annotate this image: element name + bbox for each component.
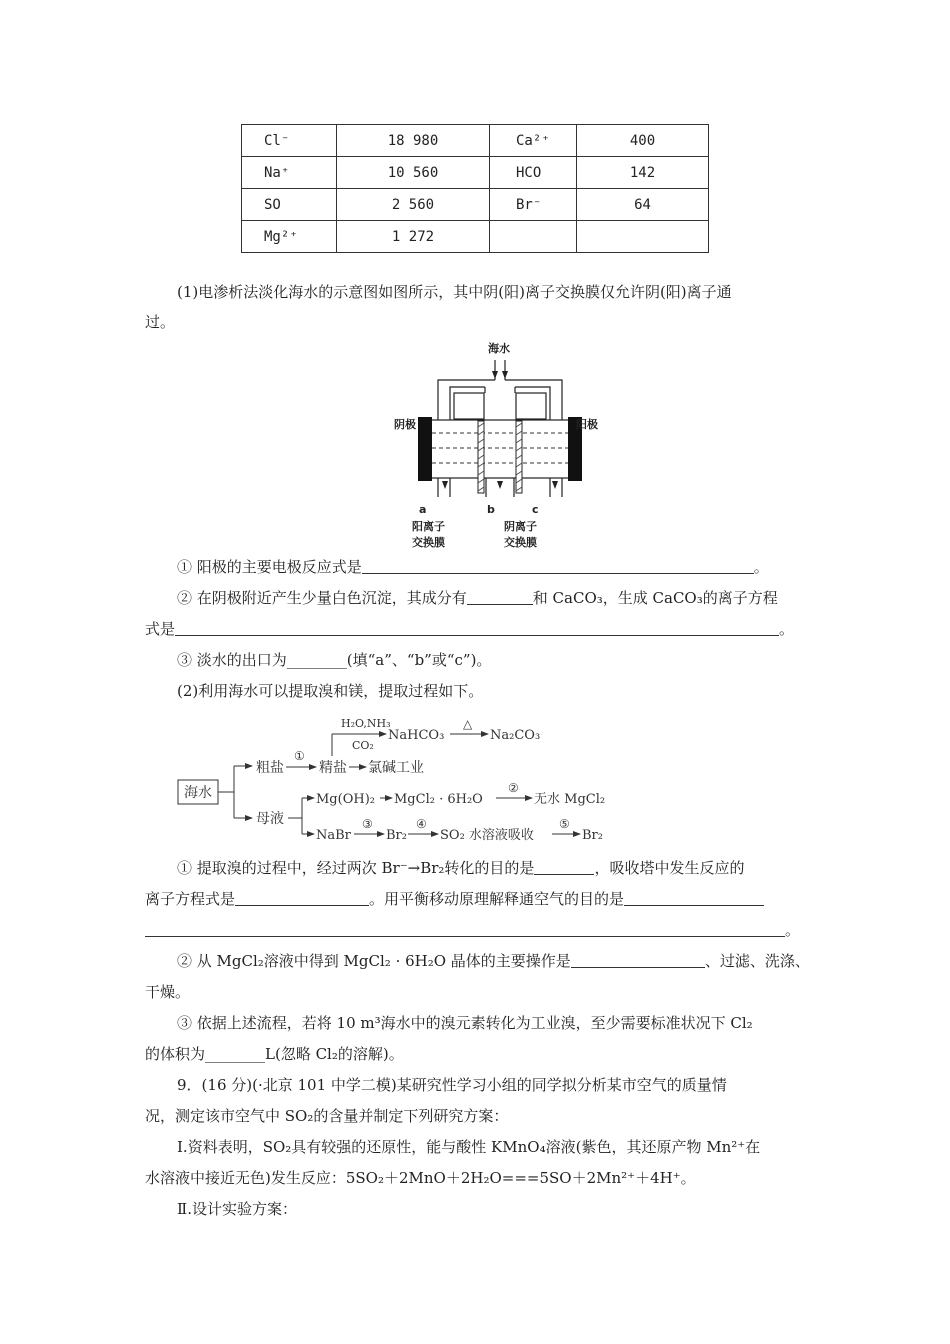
q2-s3-cont: 的体积为________L(忽略 Cl₂的溶解)。 — [145, 1045, 404, 1063]
flow-refined-salt: 精盐 — [319, 760, 347, 776]
ion-name-cell: Ca²⁺ — [490, 125, 577, 157]
cathode-plate — [418, 417, 432, 481]
flow-heat: △ — [463, 717, 473, 731]
ion-value-cell: 400 — [577, 125, 709, 157]
q1-sub2: ② 在阴极附近产生少量白色沉淀，其成分有 和 CaCO₃，生成 CaCO₃的离子方程 — [177, 589, 778, 607]
ion-name-cell — [490, 221, 577, 253]
flow-anhydrous: 无水 MgCl₂ — [534, 792, 606, 807]
flow-reagent-co2: CO₂ — [352, 739, 374, 752]
ion-name-cell: HCO — [490, 157, 577, 189]
q9-part1: Ⅰ.资料表明，SO₂具有较强的还原性，能与酸性 KMnO₄溶液(紫色，其还原产物 Mn²⁺在 — [177, 1138, 761, 1156]
q1-intro-line2: 过。 — [145, 313, 176, 331]
ion-value-cell — [577, 221, 709, 253]
flow-mother-liquor: 母液 — [256, 811, 284, 827]
ion-name-cell: Na⁺ — [242, 157, 337, 189]
flow-seawater: 海水 — [184, 785, 212, 801]
diagram-outlet-b: b — [487, 503, 495, 516]
flow-chlor-alkali: 氯碱工业 — [368, 760, 424, 776]
diagram-membrane-left-2: 交换膜 — [412, 536, 445, 549]
ion-table-row — [242, 189, 709, 221]
diagram-seawater-label: 海水 — [488, 342, 510, 355]
q9-part2: Ⅱ.设计实验方案： — [177, 1200, 297, 1218]
diagram-membrane-right-2: 交换膜 — [504, 536, 537, 549]
ion-name-cell: Cl⁻ — [242, 125, 337, 157]
q2-intro: (2)利用海水可以提取溴和镁，提取过程如下。 — [177, 682, 484, 700]
flow-br2-a: Br₂ — [386, 828, 407, 843]
q2-s1-cont: 离子方程式是 。用平衡移动原理解释通空气的目的是 — [145, 889, 764, 909]
flow-so2: SO₂ 水溶液吸收 — [440, 828, 534, 843]
flow-nahco3: NaHCO₃ — [388, 728, 445, 743]
q1-sub1: ① 阳极的主要电极反应式是 。 — [177, 558, 769, 576]
ion-table-row — [242, 157, 709, 189]
ion-value-cell: 10 560 — [337, 157, 490, 189]
q9-line2: 况，测定该市空气中 SO₂的含量并制定下列研究方案： — [145, 1107, 509, 1125]
q9-line1: 9．(16 分)(·北京 101 中学二模)某研究性学习小组的同学拟分析某市空气的质量情 — [177, 1076, 727, 1094]
flow-step3: ③ — [362, 817, 373, 831]
ion-name-cell: Br⁻ — [490, 189, 577, 221]
q2-s2: ② 从 MgCl₂溶液中得到 MgCl₂ · 6H₂O 晶体的主要操作是 、过滤、洗涤、 — [177, 952, 810, 970]
flow-reagents-top: H₂O,NH₃ — [341, 717, 391, 730]
flow-step5: ⑤ — [559, 817, 570, 831]
q1-sub3: ③ 淡水的出口为________(填“a”、“b”或“c”)。 — [177, 651, 492, 669]
flow-br2-b: Br₂ — [582, 828, 603, 843]
ion-value-cell: 1 272 — [337, 221, 490, 253]
ion-name-cell: SO — [242, 189, 337, 221]
flow-na2co3: Na₂CO₃ — [490, 728, 541, 743]
q2-s2-cont: 干燥。 — [145, 983, 191, 1001]
flow-nabr: NaBr — [316, 828, 351, 843]
diagram-membrane-left-1: 阳离子 — [412, 520, 445, 533]
ion-value-cell: 18 980 — [337, 125, 490, 157]
flow-mgcl2-hydrate: MgCl₂ · 6H₂O — [394, 792, 483, 807]
q2-s1-cont2: 。 — [145, 920, 800, 940]
flow-crude-salt: 粗盐 — [256, 760, 284, 776]
flow-mgoh2: Mg(OH)₂ — [316, 792, 375, 807]
ion-value-cell: 142 — [577, 157, 709, 189]
q1-sub2-cont: 式是 。 — [145, 620, 795, 638]
flow-step1: ① — [294, 749, 305, 763]
diagram-membrane-right-1: 阴离子 — [504, 520, 537, 533]
ion-value-cell: 64 — [577, 189, 709, 221]
ion-table — [241, 124, 709, 253]
diagram-outlet-a: a — [419, 503, 427, 516]
ion-table-row — [242, 125, 709, 157]
q2-s3: ③ 依据上述流程，若将 10 m³海水中的溴元素转化为工业溴，至少需要标准状况下 Cl₂ — [177, 1014, 753, 1032]
ion-value-cell: 2 560 — [337, 189, 490, 221]
q2-s1: ① 提取溴的过程中，经过两次 Br⁻→Br₂转化的目的是 ，吸收塔中发生反应的 — [177, 859, 745, 877]
q1-intro-line1: (1)电渗析法淡化海水的示意图如图所示，其中阴(阳)离子交换膜仅允许阴(阳)离子通 — [177, 283, 732, 301]
ion-name-cell: Mg²⁺ — [242, 221, 337, 253]
diagram-cathode-label: 阴极 — [394, 418, 416, 431]
flow-step4: ④ — [416, 817, 427, 831]
diagram-anode-label: 阳极 — [576, 418, 598, 431]
flow-step2: ② — [508, 781, 519, 795]
q9-part1-cont: 水溶液中接近无色)发生反应：5SO₂＋2MnO＋2H₂O===5SO＋2Mn²⁺＋4H⁺。 — [145, 1169, 696, 1187]
electrodialysis-diagram — [394, 335, 600, 553]
process-flow-diagram — [176, 708, 636, 848]
diagram-outlet-c: c — [532, 503, 539, 516]
ion-table-row — [242, 221, 709, 253]
